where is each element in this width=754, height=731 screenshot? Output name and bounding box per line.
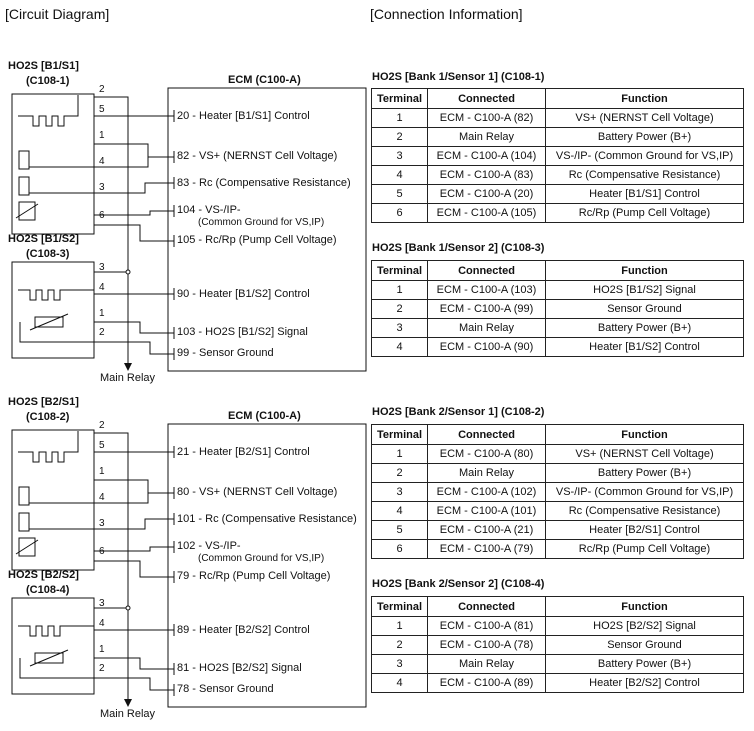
connection-information-heading: [Connection Information] bbox=[370, 6, 523, 22]
cell-terminal: 2 bbox=[372, 128, 428, 147]
cell-connected: ECM - C100-A (99) bbox=[428, 300, 546, 319]
sensor-b2s2-connector: (C108-4) bbox=[26, 584, 70, 596]
cell-terminal: 3 bbox=[372, 319, 428, 338]
cell-function: Rc/Rp (Pump Cell Voltage) bbox=[546, 204, 744, 223]
cell-function: Heater [B2/S2] Control bbox=[546, 674, 744, 693]
table-row bbox=[372, 166, 744, 185]
col-connected: Connected bbox=[428, 425, 546, 445]
table-b2s2 bbox=[371, 596, 744, 693]
table-b1s2 bbox=[371, 260, 744, 357]
sensor-b2s1-title: HO2S [B2/S1] bbox=[8, 396, 79, 408]
table-row bbox=[372, 300, 744, 319]
cell-connected: ECM - C100-A (103) bbox=[428, 281, 546, 300]
table-b2s1-title: HO2S [Bank 2/Sensor 1] (C108-2) bbox=[372, 406, 545, 418]
ecm-title: ECM (C100-A) bbox=[228, 74, 301, 86]
cell-function: VS-/IP- (Common Ground for VS,IP) bbox=[546, 483, 744, 502]
cell-terminal: 2 bbox=[372, 464, 428, 483]
pin-label: 3 bbox=[99, 262, 105, 273]
col-terminal: Terminal bbox=[372, 89, 428, 109]
cell-function: HO2S [B2/S2] Signal bbox=[546, 617, 744, 636]
cell-function: VS+ (NERNST Cell Voltage) bbox=[546, 109, 744, 128]
col-connected: Connected bbox=[428, 89, 546, 109]
sensor-b2s1-connector: (C108-2) bbox=[26, 411, 70, 423]
cell-terminal: 3 bbox=[372, 483, 428, 502]
ecm-connection-label: 89 - Heater [B2/S2] Control bbox=[177, 624, 310, 636]
pin-label: 1 bbox=[99, 308, 105, 319]
table-row bbox=[372, 655, 744, 674]
ecm-title: ECM (C100-A) bbox=[228, 410, 301, 422]
main-relay-label: Main Relay bbox=[100, 708, 156, 720]
col-terminal: Terminal bbox=[372, 425, 428, 445]
cell-connected: Main Relay bbox=[428, 319, 546, 338]
cell-function: Battery Power (B+) bbox=[546, 655, 744, 674]
ecm-connection-label: 105 - Rc/Rp (Pump Cell Voltage) bbox=[177, 234, 337, 246]
circuit-diagram-heading: [Circuit Diagram] bbox=[5, 6, 110, 22]
table-b1s1 bbox=[371, 88, 744, 223]
col-function: Function bbox=[546, 261, 744, 281]
cell-terminal: 1 bbox=[372, 445, 428, 464]
table-header-row bbox=[372, 261, 744, 281]
col-function: Function bbox=[546, 89, 744, 109]
table-row bbox=[372, 128, 744, 147]
ecm-connection-label: 78 - Sensor Ground bbox=[177, 683, 274, 695]
cell-connected: ECM - C100-A (89) bbox=[428, 674, 546, 693]
cell-terminal: 5 bbox=[372, 185, 428, 204]
cell-terminal: 4 bbox=[372, 502, 428, 521]
table-row bbox=[372, 674, 744, 693]
table-row bbox=[372, 109, 744, 128]
table-b1s2-title: HO2S [Bank 1/Sensor 2] (C108-3) bbox=[372, 242, 545, 254]
pin-label: 2 bbox=[99, 327, 105, 338]
ecm-connection-label: 99 - Sensor Ground bbox=[177, 347, 274, 359]
table-header-row bbox=[372, 89, 744, 109]
sensor-b2s2-title: HO2S [B2/S2] bbox=[8, 569, 79, 581]
sensor-b1s1-title: HO2S [B1/S1] bbox=[8, 60, 79, 72]
pin-label: 3 bbox=[99, 518, 105, 529]
cell-connected: ECM - C100-A (80) bbox=[428, 445, 546, 464]
sensor-b1s2-title: HO2S [B1/S2] bbox=[8, 233, 79, 245]
table-header-row bbox=[372, 597, 744, 617]
cell-terminal: 2 bbox=[372, 636, 428, 655]
pin-label: 4 bbox=[99, 492, 105, 503]
pin-label: 3 bbox=[99, 182, 105, 193]
cell-terminal: 5 bbox=[372, 521, 428, 540]
table-b2s1 bbox=[371, 424, 744, 559]
cell-connected: ECM - C100-A (105) bbox=[428, 204, 546, 223]
ecm-connection-label: (Common Ground for VS,IP) bbox=[198, 217, 325, 228]
cell-terminal: 6 bbox=[372, 204, 428, 223]
table-row bbox=[372, 338, 744, 357]
pin-label: 1 bbox=[99, 130, 105, 141]
table-row bbox=[372, 464, 744, 483]
ecm-connection-label: 79 - Rc/Rp (Pump Cell Voltage) bbox=[177, 570, 331, 582]
cell-function: Sensor Ground bbox=[546, 300, 744, 319]
col-function: Function bbox=[546, 597, 744, 617]
table-row bbox=[372, 521, 744, 540]
cell-connected: Main Relay bbox=[428, 655, 546, 674]
cell-terminal: 1 bbox=[372, 281, 428, 300]
col-terminal: Terminal bbox=[372, 261, 428, 281]
table-row bbox=[372, 147, 744, 166]
ecm-connection-label: 101 - Rc (Compensative Resistance) bbox=[177, 513, 357, 525]
cell-connected: ECM - C100-A (83) bbox=[428, 166, 546, 185]
sensor-b1s2-connector: (C108-3) bbox=[26, 248, 70, 260]
table-row bbox=[372, 636, 744, 655]
table-row bbox=[372, 204, 744, 223]
cell-terminal: 6 bbox=[372, 540, 428, 559]
ecm-connection-label: 80 - VS+ (NERNST Cell Voltage) bbox=[177, 486, 338, 498]
table-b1s1-title: HO2S [Bank 1/Sensor 1] (C108-1) bbox=[372, 71, 545, 83]
ecm-connection-label: 104 - VS-/IP- bbox=[177, 204, 241, 216]
cell-connected: ECM - C100-A (78) bbox=[428, 636, 546, 655]
cell-function: Rc (Compensative Resistance) bbox=[546, 166, 744, 185]
table-row bbox=[372, 445, 744, 464]
pin-label: 4 bbox=[99, 618, 105, 629]
ecm-connection-label: 103 - HO2S [B1/S2] Signal bbox=[177, 326, 308, 338]
ecm-connection-label: 20 - Heater [B1/S1] Control bbox=[177, 110, 310, 122]
cell-function: Battery Power (B+) bbox=[546, 128, 744, 147]
ecm-connection-label: 90 - Heater [B1/S2] Control bbox=[177, 288, 310, 300]
pin-label: 2 bbox=[99, 420, 105, 431]
cell-connected: ECM - C100-A (82) bbox=[428, 109, 546, 128]
cell-connected: ECM - C100-A (81) bbox=[428, 617, 546, 636]
cell-function: Rc/Rp (Pump Cell Voltage) bbox=[546, 540, 744, 559]
table-row bbox=[372, 281, 744, 300]
col-connected: Connected bbox=[428, 597, 546, 617]
col-function: Function bbox=[546, 425, 744, 445]
sensor-b1s1-connector: (C108-1) bbox=[26, 75, 70, 87]
cell-connected: ECM - C100-A (90) bbox=[428, 338, 546, 357]
ecm-connection-label: (Common Ground for VS,IP) bbox=[198, 553, 325, 564]
cell-function: Sensor Ground bbox=[546, 636, 744, 655]
pin-label: 6 bbox=[99, 546, 105, 557]
ecm-connection-label: 82 - VS+ (NERNST Cell Voltage) bbox=[177, 150, 338, 162]
pin-label: 1 bbox=[99, 644, 105, 655]
cell-function: Battery Power (B+) bbox=[546, 464, 744, 483]
cell-connected: Main Relay bbox=[428, 128, 546, 147]
cell-connected: ECM - C100-A (79) bbox=[428, 540, 546, 559]
cell-function: HO2S [B1/S2] Signal bbox=[546, 281, 744, 300]
cell-terminal: 4 bbox=[372, 674, 428, 693]
ecm-connection-label: 83 - Rc (Compensative Resistance) bbox=[177, 177, 351, 189]
cell-terminal: 1 bbox=[372, 109, 428, 128]
table-row bbox=[372, 617, 744, 636]
table-row bbox=[372, 185, 744, 204]
cell-terminal: 4 bbox=[372, 166, 428, 185]
cell-terminal: 1 bbox=[372, 617, 428, 636]
table-b2s2-title: HO2S [Bank 2/Sensor 2] (C108-4) bbox=[372, 578, 545, 590]
cell-function: VS+ (NERNST Cell Voltage) bbox=[546, 445, 744, 464]
cell-connected: ECM - C100-A (20) bbox=[428, 185, 546, 204]
pin-label: 6 bbox=[99, 210, 105, 221]
ecm-connection-label: 81 - HO2S [B2/S2] Signal bbox=[177, 662, 302, 674]
ecm-connection-label: 21 - Heater [B2/S1] Control bbox=[177, 446, 310, 458]
pin-label: 4 bbox=[99, 282, 105, 293]
cell-terminal: 3 bbox=[372, 655, 428, 674]
table-row bbox=[372, 483, 744, 502]
cell-function: Rc (Compensative Resistance) bbox=[546, 502, 744, 521]
cell-function: Heater [B1/S2] Control bbox=[546, 338, 744, 357]
ecm-connection-label: 102 - VS-/IP- bbox=[177, 540, 241, 552]
col-terminal: Terminal bbox=[372, 597, 428, 617]
cell-terminal: 2 bbox=[372, 300, 428, 319]
pin-label: 5 bbox=[99, 104, 105, 115]
cell-connected: ECM - C100-A (21) bbox=[428, 521, 546, 540]
cell-function: Heater [B1/S1] Control bbox=[546, 185, 744, 204]
cell-function: VS-/IP- (Common Ground for VS,IP) bbox=[546, 147, 744, 166]
col-connected: Connected bbox=[428, 261, 546, 281]
cell-terminal: 3 bbox=[372, 147, 428, 166]
cell-connected: ECM - C100-A (101) bbox=[428, 502, 546, 521]
main-relay-label: Main Relay bbox=[100, 372, 156, 384]
pin-label: 3 bbox=[99, 598, 105, 609]
cell-connected: ECM - C100-A (102) bbox=[428, 483, 546, 502]
pin-label: 4 bbox=[99, 156, 105, 167]
pin-label: 1 bbox=[99, 466, 105, 477]
table-row bbox=[372, 319, 744, 338]
cell-function: Battery Power (B+) bbox=[546, 319, 744, 338]
table-header-row bbox=[372, 425, 744, 445]
pin-label: 5 bbox=[99, 440, 105, 451]
pin-label: 2 bbox=[99, 84, 105, 95]
cell-terminal: 4 bbox=[372, 338, 428, 357]
table-row bbox=[372, 502, 744, 521]
cell-connected: ECM - C100-A (104) bbox=[428, 147, 546, 166]
table-row bbox=[372, 540, 744, 559]
cell-connected: Main Relay bbox=[428, 464, 546, 483]
cell-function: Heater [B2/S1] Control bbox=[546, 521, 744, 540]
pin-label: 2 bbox=[99, 663, 105, 674]
